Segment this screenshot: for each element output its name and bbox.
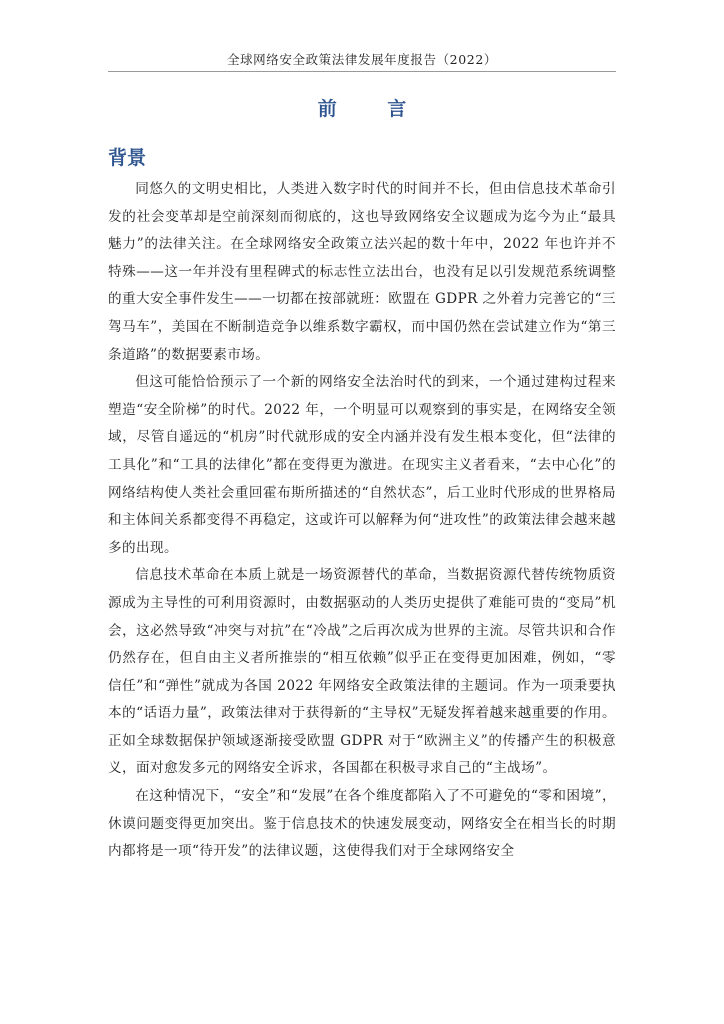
- paragraph: 信息技术革命在本质上就是一场资源替代的革命，当数据资源代替传统物质资源成为主导性的可利用资源时，由数据驱动的人类历史提供了难能可贵的“变局”机会，这必然导致“冲突与对抗”在“冷战”之后再次成为世界的主流。尽管共识和合作仍然存在，但自由主义者所推崇的“相互依赖”似乎正在变得更加困难，例如，“零信任”和“弹性”就成为各国 2022 年网络安全政策法律的主题词。作为一项秉要执本的“话语力量”，政策法律对于获得新的“主导权”无疑发挥着越来越重要的作用。正如全球数据保护领域逐渐接受欧盟 GDPR 对于“欧洲主义”的传播产生的积极意义，面对愈发多元的网络安全诉求，各国都在积极寻求自己的“主战场”。: [108, 567, 616, 777]
- paragraph: 在这种情况下，“安全”和“发展”在各个维度都陷入了不可避免的“零和困境”，休谟问题变得更加突出。鉴于信息技术的快速发展变动，网络安全在相当长的时期内都将是一项“待开发”的法律议题，这使得我们对于全球网络安全: [108, 788, 616, 860]
- body-text: [108, 176, 616, 866]
- running-header: 全球网络安全政策法律发展年度报告（2022）: [226, 52, 497, 67]
- paragraph: 同悠久的文明史相比，人类进入数字时代的时间并不长，但由信息技术革命引发的社会变革却是空前深刻而彻底的，这也导致网络安全议题成为迄今为止“最具魅力”的法律关注。在全球网络安全政策立法兴起的数十年中，2022 年也许并不特殊——这一年并没有里程碑式的标志性立法出台，也没有足以引发规范系统调整的重大安全事件发生——一切都在按部就班：欧盟在 GDPR 之外着力完善它的“三驾马车”，美国在不断制造竞争以维系数字霸权，而中国仍然在尝试建立作为“第三条道路”的数据要素市场。: [108, 181, 616, 363]
- preface-title: 前 言: [317, 98, 429, 120]
- section-heading: 背景: [108, 147, 147, 169]
- header-divider: [108, 71, 616, 72]
- paragraph: 但这可能恰恰预示了一个新的网络安全法治时代的到来，一个通过建构过程来塑造“安全阶梯”的时代。2022 年，一个明显可以观察到的事实是，在网络安全领域，尽管自遥远的“机房”时代就形成的安全内涵并没有发生根本变化，但“法律的工具化”和“工具的法律化”都在变得更为激进。在现实主义者看来，“去中心化”的网络结构使人类社会重回霍布斯所描述的“自然状态”，后工业时代形成的世界格局和主体间关系都变得不再稳定，这或许可以解释为何“进攻性”的政策法律会越来越多的出现。: [108, 374, 616, 556]
